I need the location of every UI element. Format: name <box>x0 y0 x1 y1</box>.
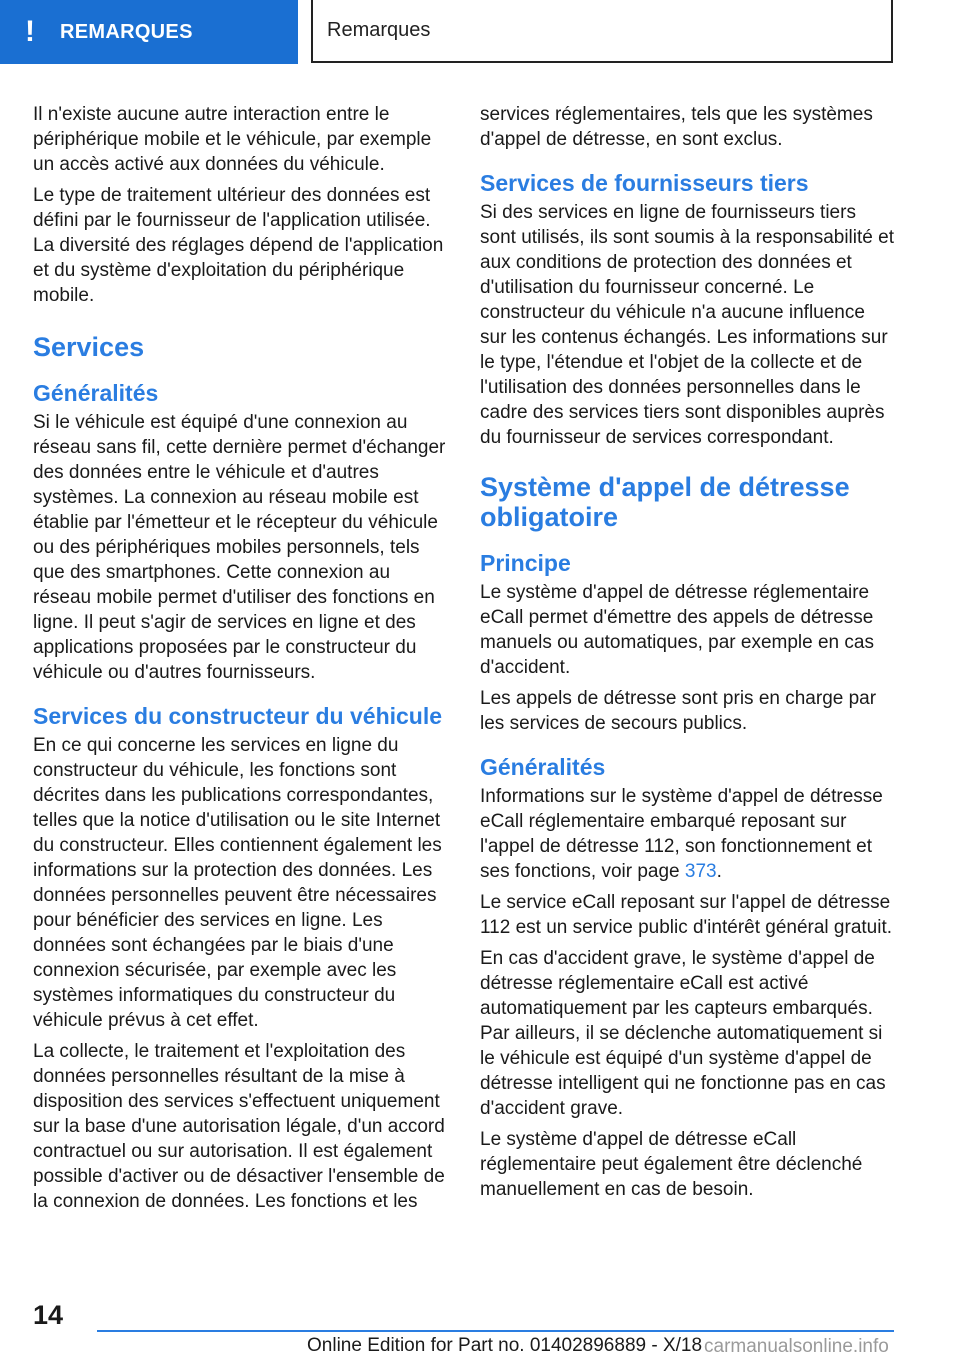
paragraph: services réglementaires, tels que les systèmes d'appel de détresse, en sont exclus. <box>480 104 873 150</box>
paragraph: Il n'existe aucune autre interaction entre le périphérique mobile et le véhicule, par exemple un accès activé aux données du véhicule. <box>33 104 432 175</box>
heading-services-tiers: Services de fournisseurs tiers <box>480 170 809 196</box>
page-number: 14 <box>33 1300 64 1330</box>
paragraph: Le système d'appel de détresse eCall réglementaire peut également être déclenché manuellement en cas de besoin. <box>480 1129 863 1200</box>
page-link-373[interactable]: 373 <box>684 861 717 882</box>
paragraph <box>480 784 896 884</box>
footer-edition: Online Edition for Part no. 01402896889 - X/18 <box>307 1335 703 1356</box>
heading-services: Services <box>33 332 145 362</box>
paragraph: En ce qui concerne les services en ligne du constructeur du véhicule, les fonctions sont décrites dans les publications correspondantes, telles que la notice d'utilisation ou le site Internet du constructeur. Elles contiennent également les informations sur la protection des données. Les données personnelles peuvent être nécessaires pour bénéficier des services en ligne. Les données sont échangées par le biais d'une connexion sécurisée, par exemple avec les systèmes informatiques du constructeur du véhicule prévus à cet effet. <box>33 735 442 1031</box>
paragraph: Si des services en ligne de fournisseurs tiers sont utilisés, ils sont soumis à la responsabilité et aux conditions de protection des données et d'utilisation du fournisseur concerné. Le constructeur du véhicule n'a aucune influence sur les contenus échangés. Les informations sur le type, l'étendue et l'objet de la collecte et de l'utilisation des données personnelles dans le cadre des services tiers sont disponibles auprès du fournisseur de services correspondant. <box>480 202 894 448</box>
header-tab-label: REMARQUES <box>60 20 193 43</box>
heading-appel-detresse: Système d'appel de détresse obligatoire <box>480 472 850 532</box>
paragraph-text: Informations sur le système d'appel de détresse eCall réglementaire embarqué reposant sur l'appel de détresse 112, son fonctionnement et ses fonctions, voir page <box>480 786 883 882</box>
watermark: carmanualsonline.info <box>704 1336 889 1357</box>
paragraph: Les appels de détresse sont pris en charge par les services de secours publics. <box>480 688 877 734</box>
heading-services-constructeur: Services du constructeur du véhicule <box>33 703 443 729</box>
left-column <box>33 102 449 1220</box>
paragraph: Le système d'appel de détresse réglementaire eCall permet d'émettre des appels de détresse manuels ou automatiques, par exemple en cas d'accident. <box>480 582 874 678</box>
paragraph: Le type de traitement ultérieur des données est défini par le fournisseur de l'application utilisée. La diversité des réglages dépend de l'application et du système d'exploitation du périphérique mobile. <box>33 185 444 306</box>
paragraph: La collecte, le traitement et l'exploitation des données personnelles résultant de la mise à disposition des services s'effectuent uniquement sur la base d'une autorisation légale, d'un accord contractuel ou sur autorisation. Il est également possible d'activer ou de désactiver l'ensemble de la connexion de données. Les fonctions et les <box>33 1041 445 1212</box>
footer-divider <box>97 1330 894 1332</box>
section-title: Remarques <box>327 19 431 41</box>
paragraph: Si le véhicule est équipé d'une connexion au réseau sans fil, cette dernière permet d'échanger des données entre le véhicule et d'autres systèmes. La connexion au réseau mobile est établie par l'émetteur et le récepteur du véhicule ou des périphériques mobiles personnels, tels que des smartphones. Cette connexion au réseau mobile permet d'utiliser des fonctions en ligne. Il peut s'agir de services en ligne et des applications proposées par le constructeur du véhicule ou d'autres fournisseurs. <box>33 412 446 683</box>
exclamation-icon: ! <box>25 15 35 48</box>
header-section-title <box>311 0 893 63</box>
paragraph: Le service eCall reposant sur l'appel de détresse 112 est un service public d'intérêt général gratuit. <box>480 892 893 938</box>
header-tab <box>0 0 298 64</box>
paragraph: En cas d'accident grave, le système d'appel de détresse réglementaire eCall est activé automatiquement par les capteurs embarqués. Par ailleurs, il se déclenche automatiquement si le véhicule est équipé d'un système d'appel de détresse intelligent qui ne fonctionne pas en cas d'accident grave. <box>480 948 886 1119</box>
paragraph-text: . <box>716 861 722 882</box>
right-column <box>480 102 896 1208</box>
heading-principe: Principe <box>480 550 571 576</box>
heading-generalites-2: Généralités <box>480 754 606 780</box>
heading-generalites: Généralités <box>33 380 159 406</box>
